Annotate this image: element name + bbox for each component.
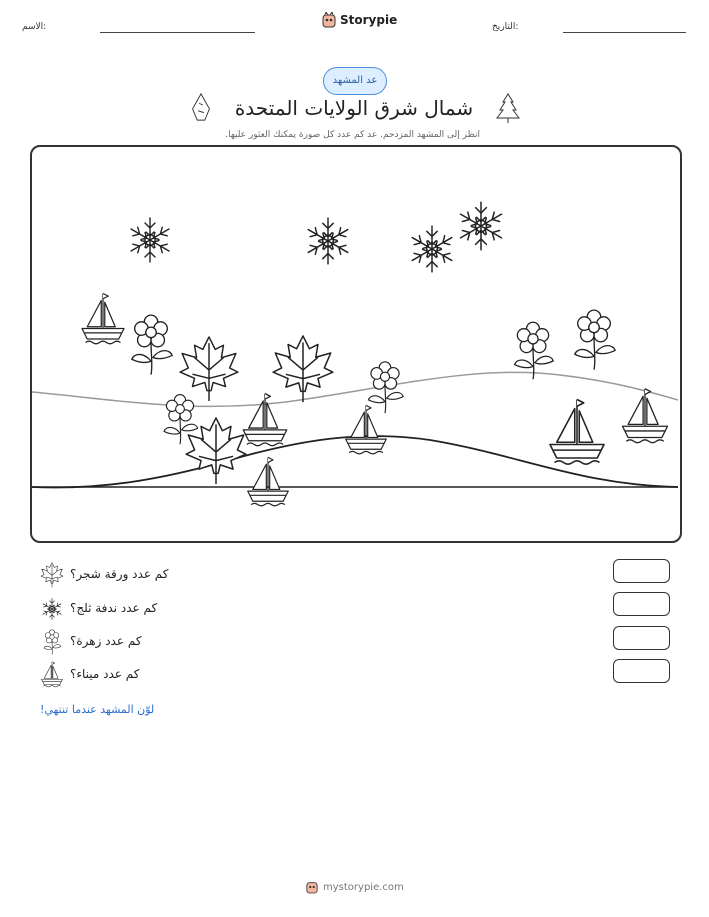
flower-icon: [42, 627, 62, 655]
instructions: انظر إلى المشهد المزدحم. عد كم عدد كل صورة يمكنك العثور عليها.: [225, 130, 480, 140]
date-label: التاريخ:: [492, 22, 519, 32]
arrowhead-icon: [188, 92, 214, 122]
flower-5: [575, 310, 615, 370]
activity-badge: عد المشهد: [323, 67, 387, 95]
answer-box-1[interactable]: [613, 559, 670, 583]
boat-1: [82, 294, 124, 344]
snowflake-3: [412, 226, 452, 272]
name-field-line[interactable]: [100, 32, 255, 33]
storypie-mascot-icon: [322, 12, 336, 28]
pine-tree-icon: [494, 92, 522, 124]
page-title: شمال شرق الولايات المتحدة: [234, 96, 474, 120]
brand-name: Storypie: [340, 13, 398, 27]
flower-4: [515, 322, 554, 379]
date-field-line[interactable]: [563, 32, 686, 33]
question-1-text: كم عدد ورقة شجر؟: [70, 567, 169, 581]
snowflake-1: [131, 218, 169, 262]
storypie-mascot-icon: [306, 880, 318, 894]
leaf-1: [180, 337, 238, 401]
scene-illustration: [32, 147, 678, 539]
answer-box-2[interactable]: [613, 592, 670, 616]
boat-2: [243, 394, 287, 446]
boat-icon: [40, 660, 64, 688]
boat-6: [623, 389, 668, 443]
question-2-text: كم عدد ندفة ثلج؟: [70, 601, 158, 615]
brand-logo: [322, 12, 397, 28]
boat-5: [550, 400, 604, 465]
snowflake-2: [308, 218, 348, 264]
footer-brand: [306, 880, 404, 894]
question-4-text: كم عدد ميناء؟: [70, 667, 140, 681]
coloring-note: لوّن المشهد عندما تنتهي!: [40, 703, 155, 716]
leaf-2: [273, 336, 333, 402]
footer-url[interactable]: mystorypie.com: [323, 881, 404, 893]
question-3-text: كم عدد زهرة؟: [70, 634, 142, 648]
boat-3: [346, 405, 387, 454]
name-label: الاسم:: [22, 22, 47, 32]
answer-box-4[interactable]: [613, 659, 670, 683]
answer-box-3[interactable]: [613, 626, 670, 650]
snowflake-4: [460, 202, 501, 250]
boat-4: [248, 457, 289, 506]
leaf-icon: [40, 562, 64, 588]
snowflake-icon: [40, 596, 64, 622]
flower-1: [132, 315, 172, 375]
